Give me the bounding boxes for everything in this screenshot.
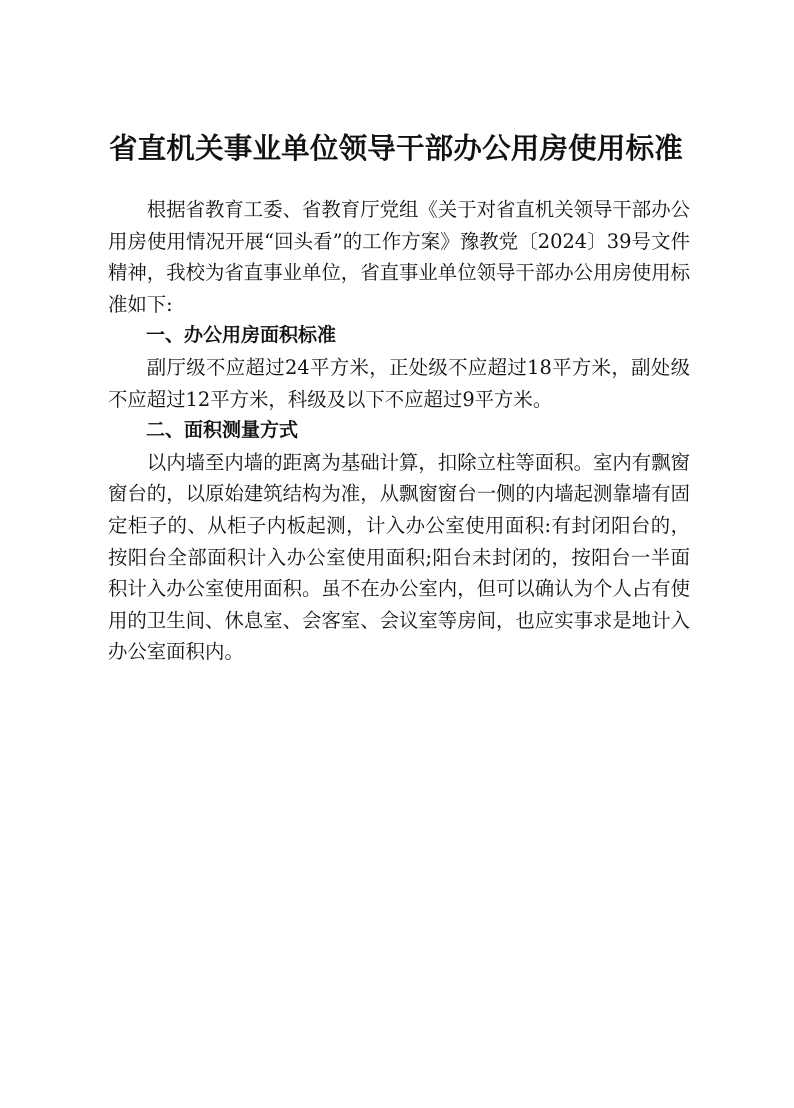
intro-paragraph: 根据省教育工委、省教育厅党组《关于对省直机关领导干部办公用房使用情况开展“回头看”的工作方案》豫教党〔2024〕39号文件精神，我校为省直事业单位，省直事业单位领导干部办公用房使用标准如下: [108, 198, 690, 316]
document-title: 省直机关事业单位领导干部办公用房使用标准 [108, 131, 683, 165]
section-heading-measurement-method: 二、面积测量方式 [146, 419, 299, 442]
document-body [108, 194, 690, 668]
document-page [108, 128, 690, 668]
section-text-measurement-method: 以内墙至内墙的距离为基础计算，扣除立柱等面积。室内有飘窗窗台的，以原始建筑结构为准，从飘窗窗台一侧的内墙起测靠墙有固定柜子的、从柜子内板起测，计入办公室使用面积:有封闭阳台的，按阳台全部面积计入办公室使用面积;阳台未封闭的，按阳台一半面积计入办公室使用面积。虽不在办公室内，但可以确认为个人占有使用的卫生间、休息室、会客室、会议室等房间，也应实事求是地计入办公室面积内。 [108, 450, 690, 664]
section-text-area-standard: 副厅级不应超过24平方米，正处级不应超过18平方米，副处级不应超过12平方米，科级及以下不应超过9平方米。 [108, 355, 690, 411]
section-heading-area-standard: 一、办公用房面积标准 [146, 324, 337, 347]
